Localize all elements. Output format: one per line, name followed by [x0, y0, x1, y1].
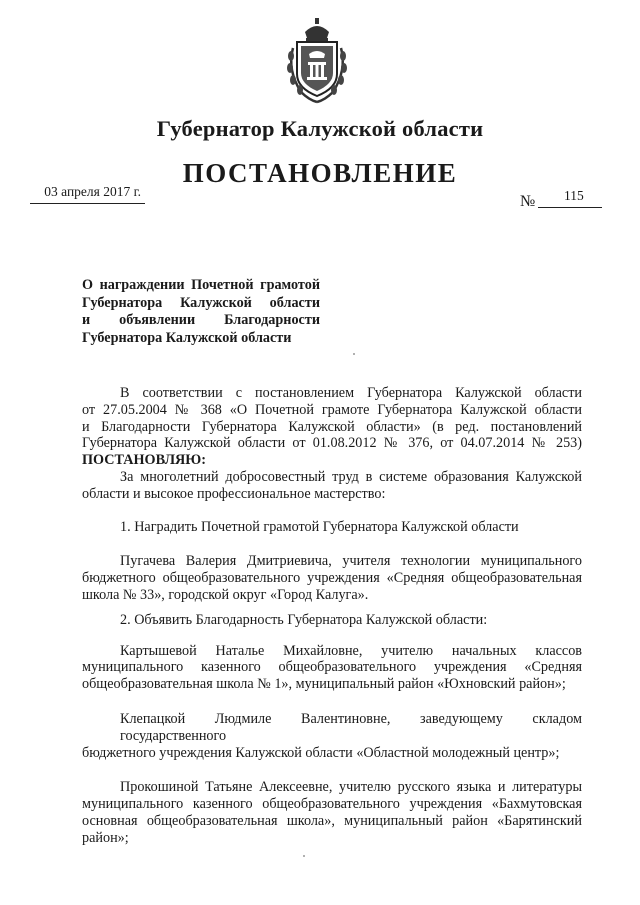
preamble-paragraph [82, 385, 582, 452]
date-value: 03 апреля 2017 г. [44, 184, 141, 199]
thanks-line: муниципального казенного общеобразовательного учреждения «Средняя [82, 659, 582, 676]
thanks-line: общеобразовательная школа № 1», муниципальный район «Юхновский район»; [82, 676, 566, 693]
subject-line: Губернатора Калужской области [82, 294, 320, 311]
number-sign: № [520, 193, 536, 210]
issuing-authority-title: Губернатор Калужской области [156, 116, 484, 141]
thanks-recipient-1 [82, 643, 582, 693]
award-line: бюджетного общеобразовательного учреждения «Средняя общеобразовательная [82, 570, 582, 587]
subject-line: О награждении Почетной грамотой [82, 277, 320, 293]
subject-line: и объявлении Благодарности [82, 312, 320, 329]
thanks-line: Клепацкой Людмиле Валентиновне, заведующему складом государственного [120, 710, 582, 744]
reason-line: области и высокое профессиональное мастерство: [82, 485, 386, 502]
thanks-line: основная общеобразовательная школа», муниципальный район «Барятинский [82, 812, 582, 829]
preamble-line: Губернатора Калужской области от 01.08.2012 № 376, от 04.07.2014 № 253) [82, 435, 582, 452]
preamble-line: от 27.05.2004 № 368 «О Почетной грамоте Губернатора Калужской области [82, 401, 582, 418]
document-subject [82, 277, 320, 347]
thanks-line: Прокошиной Татьяне Алексеевне, учителю русского языка и литературы [120, 779, 582, 796]
number-value: 115 [564, 188, 584, 203]
scan-speck [353, 353, 355, 355]
thanks-line: Картышевой Наталье Михайловне, учителю начальных классов [120, 642, 582, 659]
thanks-line: район»; [82, 829, 129, 846]
decree-word: ПОСТАНОВЛЯЮ: [82, 452, 207, 469]
thanks-recipient-2 [82, 711, 582, 761]
document-date [30, 184, 145, 204]
item-2-heading: 2. Объявить Благодарность Губернатора Калужской области: [120, 611, 488, 628]
thanks-line: бюджетного учреждения Калужской области «Областной молодежный центр»; [82, 744, 560, 761]
date-underline [30, 203, 145, 204]
document-body [82, 385, 582, 847]
award-recipient-1 [82, 553, 582, 603]
thanks-line: муниципального казенного общеобразовательного учреждения «Бахмутовская [82, 796, 582, 813]
thanks-recipient-3 [82, 779, 582, 846]
coat-of-arms-emblem [283, 18, 351, 104]
item-1-heading: 1. Наградить Почетной грамотой Губернатора Калужской области [120, 518, 519, 535]
preamble-line: и Благодарности Губернатора Калужской области» (в ред. постановлений [82, 418, 582, 435]
document-number [520, 190, 604, 212]
reason-line: За многолетний добросовестный труд в системе образования Калужской [120, 468, 582, 485]
document-type-heading: ПОСТАНОВЛЕНИЕ [182, 158, 458, 188]
preamble-line: В соответствии с постановлением Губернатора Калужской области [120, 385, 582, 401]
subject-line: Губернатора Калужской области [82, 329, 292, 346]
award-line: школа № 33», городской округ «Город Калуга». [82, 586, 369, 603]
award-line: Пугачева Валерия Дмитриевича, учителя технологии муниципального [120, 553, 582, 570]
scan-speck [303, 855, 305, 857]
number-underline [538, 207, 602, 208]
reason-paragraph [82, 469, 582, 503]
